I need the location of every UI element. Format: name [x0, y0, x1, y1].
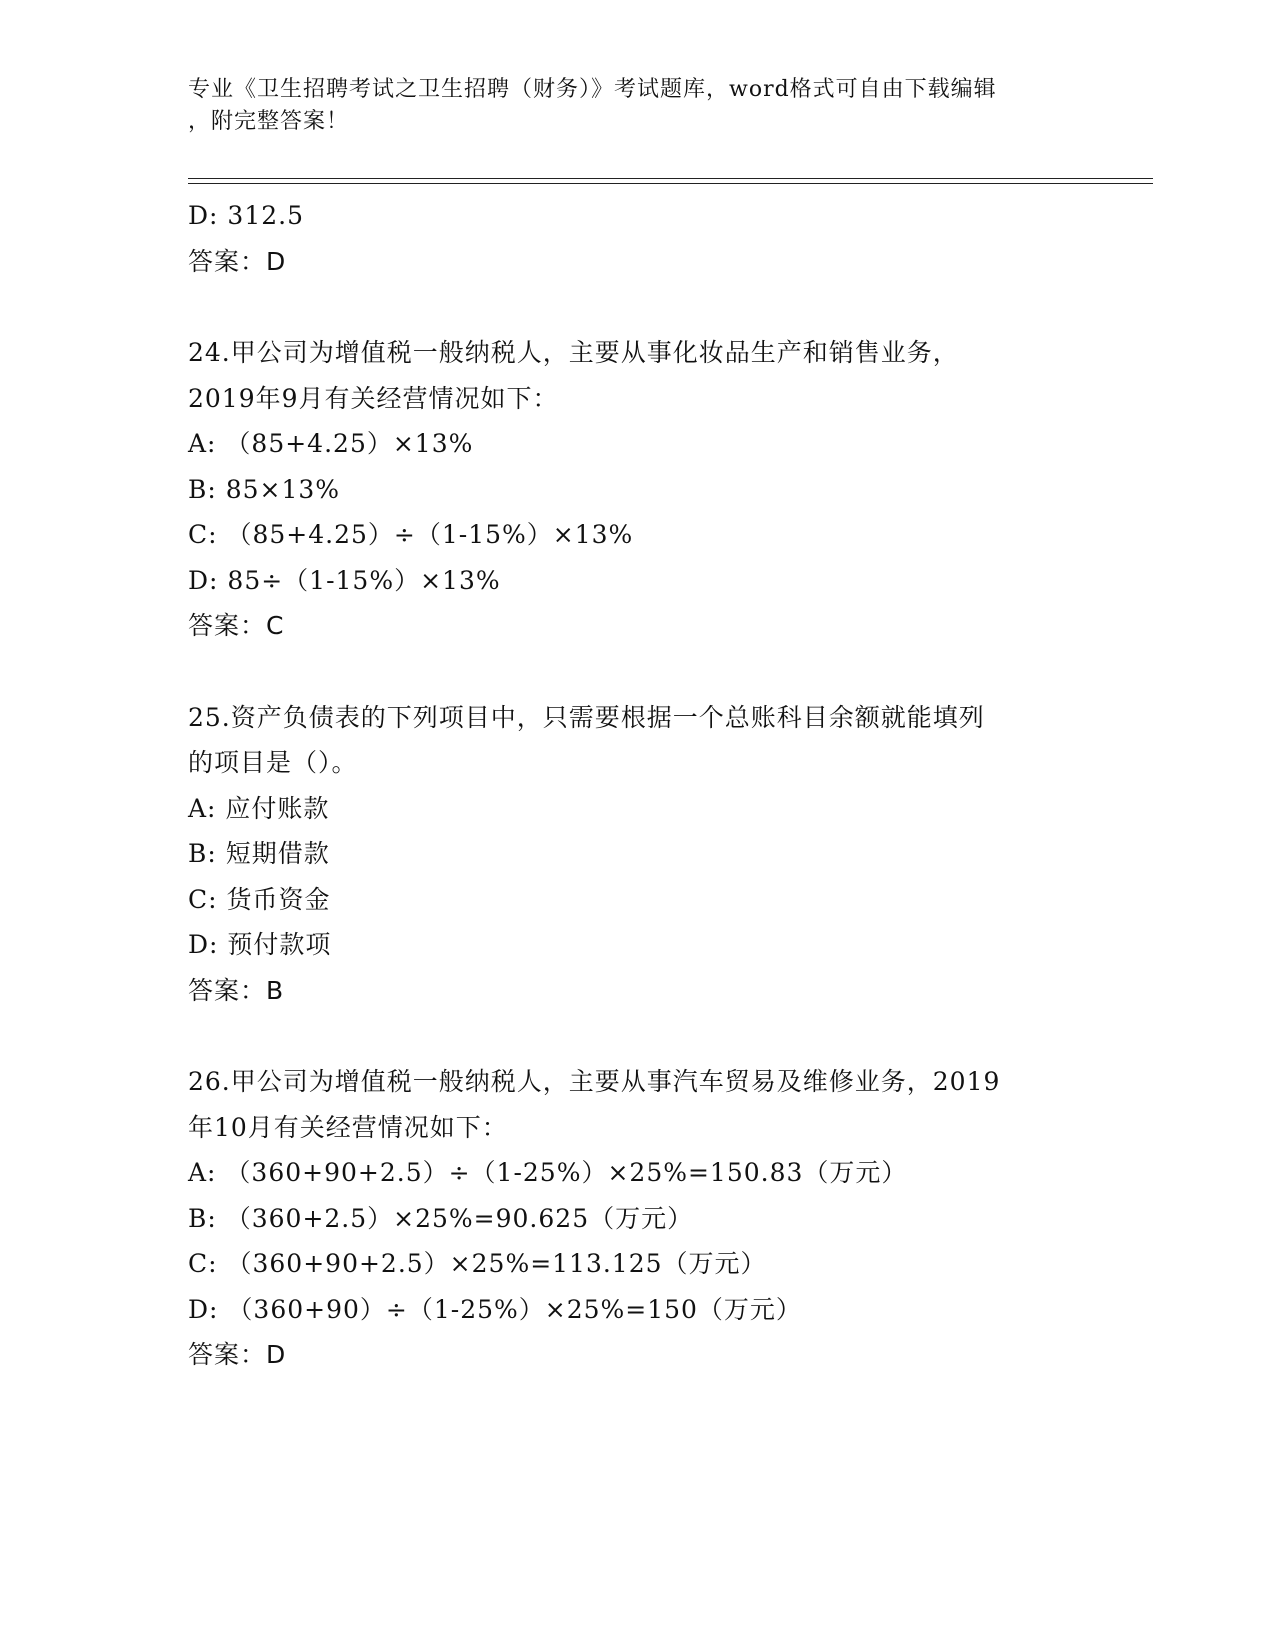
prev-question-tail: [188, 193, 1088, 284]
option-d: D: 85÷（1-15%）×13%: [188, 565, 501, 595]
answer-text: 答案：B: [188, 975, 285, 1005]
question-24: [188, 330, 1088, 649]
question-stem-line-1: 25.资产负债表的下列项目中，只需要根据一个总账科目余额就能填列: [188, 702, 985, 732]
option-b: B: 85×13%: [188, 474, 341, 504]
spacer: [188, 284, 1088, 330]
header-line-2: ，附完整答案！: [188, 109, 350, 134]
question-stem-line-2: 2019年9月有关经营情况如下：: [188, 383, 559, 413]
question-stem-line-2: 年10月有关经营情况如下：: [188, 1112, 508, 1142]
option-d: D: 312.5: [188, 201, 304, 230]
spacer: [188, 1013, 1088, 1059]
question-25: [188, 695, 1088, 1014]
option-c: C: （85+4.25）÷（1-15%）×13%: [188, 520, 634, 549]
page-header: [188, 74, 1068, 138]
header-divider-top: [188, 178, 1153, 179]
answer-text: 答案：D: [188, 246, 287, 276]
question-list: [188, 193, 1088, 1378]
option-c: C: 货币资金: [188, 884, 331, 914]
option-b: B: 短期借款: [188, 839, 330, 868]
option-d: D: （360+90）÷（1-25%）×25%=150（万元）: [188, 1294, 802, 1324]
question-stem-line-1: 24.甲公司为增值税一般纳税人，主要从事化妆品生产和销售业务，: [188, 338, 959, 367]
spacer: [188, 649, 1088, 695]
header-divider-bottom: [188, 183, 1153, 184]
question-stem-line-1: 26.甲公司为增值税一般纳税人，主要从事汽车贸易及维修业务，2019: [188, 1067, 1001, 1096]
question-stem-line-2: 的项目是（）。: [188, 748, 358, 777]
option-c: C: （360+90+2.5）×25%=113.125（万元）: [188, 1249, 767, 1278]
option-d: D: 预付款项: [188, 930, 332, 959]
header-line-1: 专业《卫生招聘考试之卫生招聘（财务）》考试题库，word格式可自由下载编辑: [188, 77, 997, 102]
option-a: A: （85+4.25）×13%: [188, 429, 474, 458]
question-26: [188, 1059, 1088, 1378]
option-a: A: 应付账款: [188, 793, 330, 823]
answer-text: 答案：D: [188, 1340, 287, 1369]
option-b: B: （360+2.5）×25%=90.625（万元）: [188, 1203, 694, 1233]
answer-text: 答案：C: [188, 611, 285, 640]
option-a: A: （360+90+2.5）÷（1-25%）×25%=150.83（万元）: [188, 1158, 908, 1187]
